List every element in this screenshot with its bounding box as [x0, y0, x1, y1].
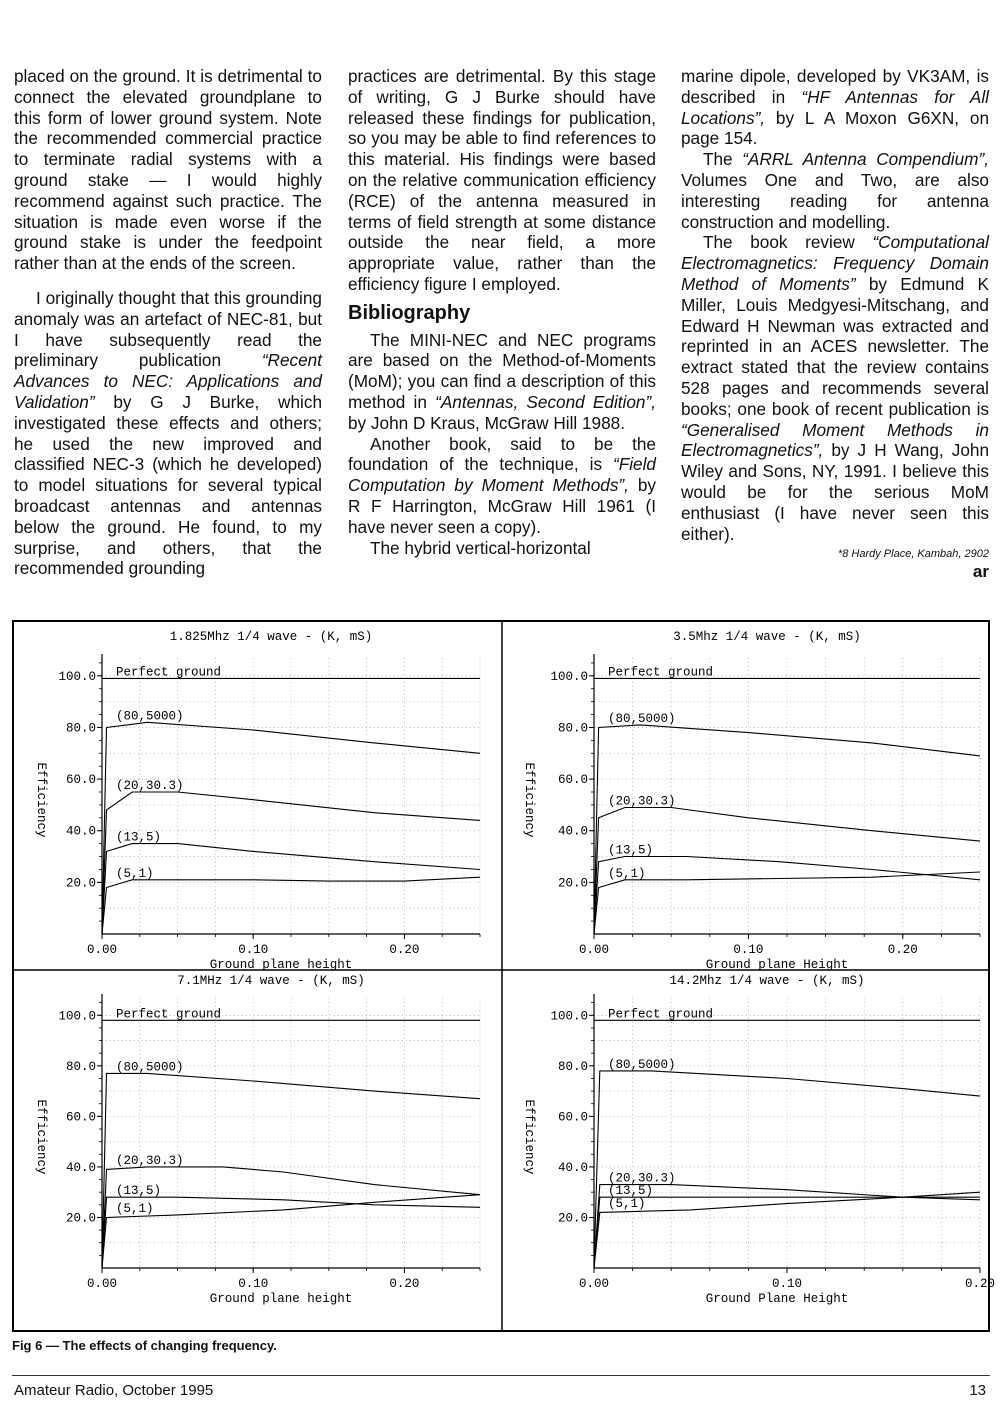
- x-tick-label: 0.10: [238, 1277, 269, 1291]
- y-tick-label: 40.0: [65, 824, 96, 839]
- y-tick-label: 40.0: [65, 1160, 96, 1175]
- series-label: Perfect ground: [608, 1007, 714, 1022]
- series-label: (13,5): [608, 1184, 654, 1199]
- y-tick-label: 60.0: [65, 773, 96, 788]
- y-tick-label: 40.0: [557, 824, 588, 839]
- x-tick-label: 0.10: [733, 943, 764, 957]
- y-tick-label: 60.0: [65, 1110, 96, 1125]
- chart-title: 1.825Mhz 1/4 wave - (K, mS): [169, 630, 373, 644]
- paragraph: The book review “Computational Electromagnetics: Frequency Domain Method of Moments” by Edmund K Miller, Louis Medgyesi-Mitschang, and Edward H Newman was extracted and reprinted in an ACES newsletter. The extract stated that the review contains 528 pages and recommends several books; one book of recent publication is “Generalised Moment Methods in Electromagnetics”, by J H Wang, John Wiley and Sons, NY, 1991. I believe this would be for the serious MoM enthusiast (I have never seen this either).: [681, 232, 989, 544]
- paragraph: The MINI-NEC and NEC programs are based on the Method-of-Moments (MoM); you can find a description of this method in “Antennas, Second Edition”, by John D Kraus, McGraw Hill 1988.: [348, 329, 656, 433]
- series-label: Perfect ground: [608, 665, 714, 680]
- y-tick-label: 60.0: [557, 773, 588, 788]
- y-tick-label: 20.0: [557, 1211, 588, 1226]
- series-label: (20,30.3): [608, 794, 676, 809]
- y-tick-label: 40.0: [557, 1160, 588, 1175]
- series-label: (5,1): [116, 866, 154, 881]
- x-tick-label: 0.20: [964, 1277, 996, 1291]
- series-label: (5,1): [608, 866, 646, 881]
- x-tick-label: 0.00: [86, 943, 118, 957]
- chart-title: 3.5Mhz 1/4 wave - (K, mS): [673, 630, 861, 644]
- figure-caption: Fig 6 — The effects of changing frequency.: [12, 1338, 277, 1353]
- y-tick-label: 100.0: [550, 669, 588, 684]
- x-tick-label: 0.10: [771, 1277, 803, 1291]
- series-label: (20,30.3): [116, 779, 184, 793]
- series-label: (80,5000): [116, 1060, 184, 1075]
- x-axis-label: Ground plane Height: [705, 958, 849, 972]
- x-axis-label: Ground plane height: [209, 1292, 353, 1306]
- x-tick-label: 0.00: [578, 1277, 610, 1291]
- paragraph: practices are detrimental. By this stage of writing, G J Burke should have released these findings for publication, so you may be able to find references to this material. His findings were based on the relative communication efficiency (RCE) of the antenna measured in terms of field strength at some distance outside the near field, a more appropriate value, rather than the efficiency figure I employed.: [348, 66, 656, 294]
- series-line: [102, 1197, 480, 1268]
- efficiency-charts: [14, 622, 996, 1330]
- y-tick-label: 20.0: [65, 1211, 96, 1226]
- y-tick-label: 80.0: [557, 1059, 588, 1074]
- y-tick-label: 100.0: [58, 669, 96, 684]
- series-label: (13,5): [116, 830, 162, 845]
- series-label: (80,5000): [608, 1057, 676, 1072]
- y-axis-label: Efficiency: [522, 762, 536, 838]
- author-address: *8 Hardy Place, Kambah, 2902: [837, 548, 989, 561]
- paragraph: Another book, said to be the foundation of the technique, is “Field Computation by Moment Methods”, by R F Harrington, McGraw Hill 1961 (I have never seen a copy).: [348, 433, 656, 537]
- y-tick-label: 60.0: [557, 1110, 588, 1125]
- y-axis-label: Efficiency: [522, 1099, 536, 1175]
- series-label: Perfect ground: [116, 665, 222, 680]
- chart-panel-3: [34, 974, 480, 1306]
- series-line: [102, 877, 480, 934]
- paragraph: The “ARRL Antenna Compendium”, Volumes One and Two, are also interesting reading for antenna construction and modelling.: [681, 149, 989, 232]
- paragraph: The hybrid vertical-horizontal: [370, 537, 591, 558]
- x-tick-label: 0.20: [887, 943, 918, 957]
- paragraph: I originally thought that this grounding anomaly was an artefact of NEC-81, but I have subsequently read the preliminary publication “Recent Advances to NEC: Applications and Validation” by G J Burke, which investigated these effects and others; he used the new improved and classified NEC-3 (which he developed) to model situations for several typical broadcast antennas and antennas below the ground. He found, to my surprise, and others, that the recommended grounding: [14, 287, 322, 579]
- x-tick-label: 0.00: [578, 943, 610, 957]
- y-tick-label: 80.0: [557, 721, 588, 736]
- x-tick-label: 0.10: [238, 943, 269, 957]
- article-column-3: [681, 66, 989, 582]
- y-tick-label: 100.0: [58, 1009, 96, 1024]
- x-axis-label: Ground Plane Height: [705, 1292, 849, 1306]
- series-label: (20,30.3): [116, 1153, 184, 1168]
- y-tick-label: 80.0: [65, 721, 96, 736]
- y-axis-label: Efficiency: [34, 1099, 48, 1175]
- chart-panel-1: [34, 630, 480, 972]
- y-tick-label: 80.0: [65, 1059, 96, 1074]
- series-label: (5,1): [608, 1196, 646, 1211]
- footer-divider: [12, 1375, 990, 1376]
- paragraph: placed on the ground. It is detrimental to connect the elevated groundplane to this form of lower ground system. Note the recommended commercial practice to terminate radial systems with a ground stake — I would highly recommend against such practice. The situation is made even worse if the ground stake is under the feedpoint rather than at the ends of the screen.: [14, 66, 322, 274]
- signoff-mark: ar: [972, 562, 989, 582]
- series-label: (20,30.3): [608, 1171, 676, 1186]
- chart-panel-2: [522, 630, 980, 972]
- series-label: (80,5000): [116, 709, 184, 724]
- chart-title: 14.2Mhz 1/4 wave - (K, mS): [669, 974, 865, 988]
- footer-publication: Amateur Radio, October 1995: [14, 1382, 214, 1399]
- article-column-2: [348, 66, 656, 558]
- paragraph: marine dipole, developed by VK3AM, is described in “HF Antennas for All Locations”, by L A Moxon G6XN, on page 154.: [681, 66, 989, 149]
- series-label: (13,5): [116, 1184, 162, 1199]
- series-line: [594, 1197, 980, 1268]
- figure-panel: [12, 620, 996, 1332]
- x-tick-label: 0.00: [86, 1277, 118, 1291]
- x-axis-label: Ground plane height: [209, 958, 353, 972]
- x-tick-label: 0.20: [389, 943, 420, 957]
- series-label: Perfect ground: [116, 1007, 222, 1022]
- section-heading: Bibliography: [348, 301, 471, 324]
- series-label: (80,5000): [608, 711, 676, 726]
- chart-title: 7.1MHz 1/4 wave - (K, mS): [177, 974, 365, 988]
- chart-panel-4: [522, 974, 995, 1306]
- series-label: (5,1): [116, 1201, 154, 1216]
- series-label: (13,5): [608, 843, 654, 858]
- y-axis-label: Efficiency: [34, 762, 48, 838]
- article-column-1: [14, 66, 322, 579]
- series-line: [102, 844, 480, 934]
- y-tick-label: 20.0: [65, 876, 96, 891]
- y-tick-label: 20.0: [557, 876, 588, 891]
- x-tick-label: 0.20: [389, 1277, 420, 1291]
- y-tick-label: 100.0: [550, 1009, 588, 1024]
- page-number: 13: [969, 1382, 986, 1399]
